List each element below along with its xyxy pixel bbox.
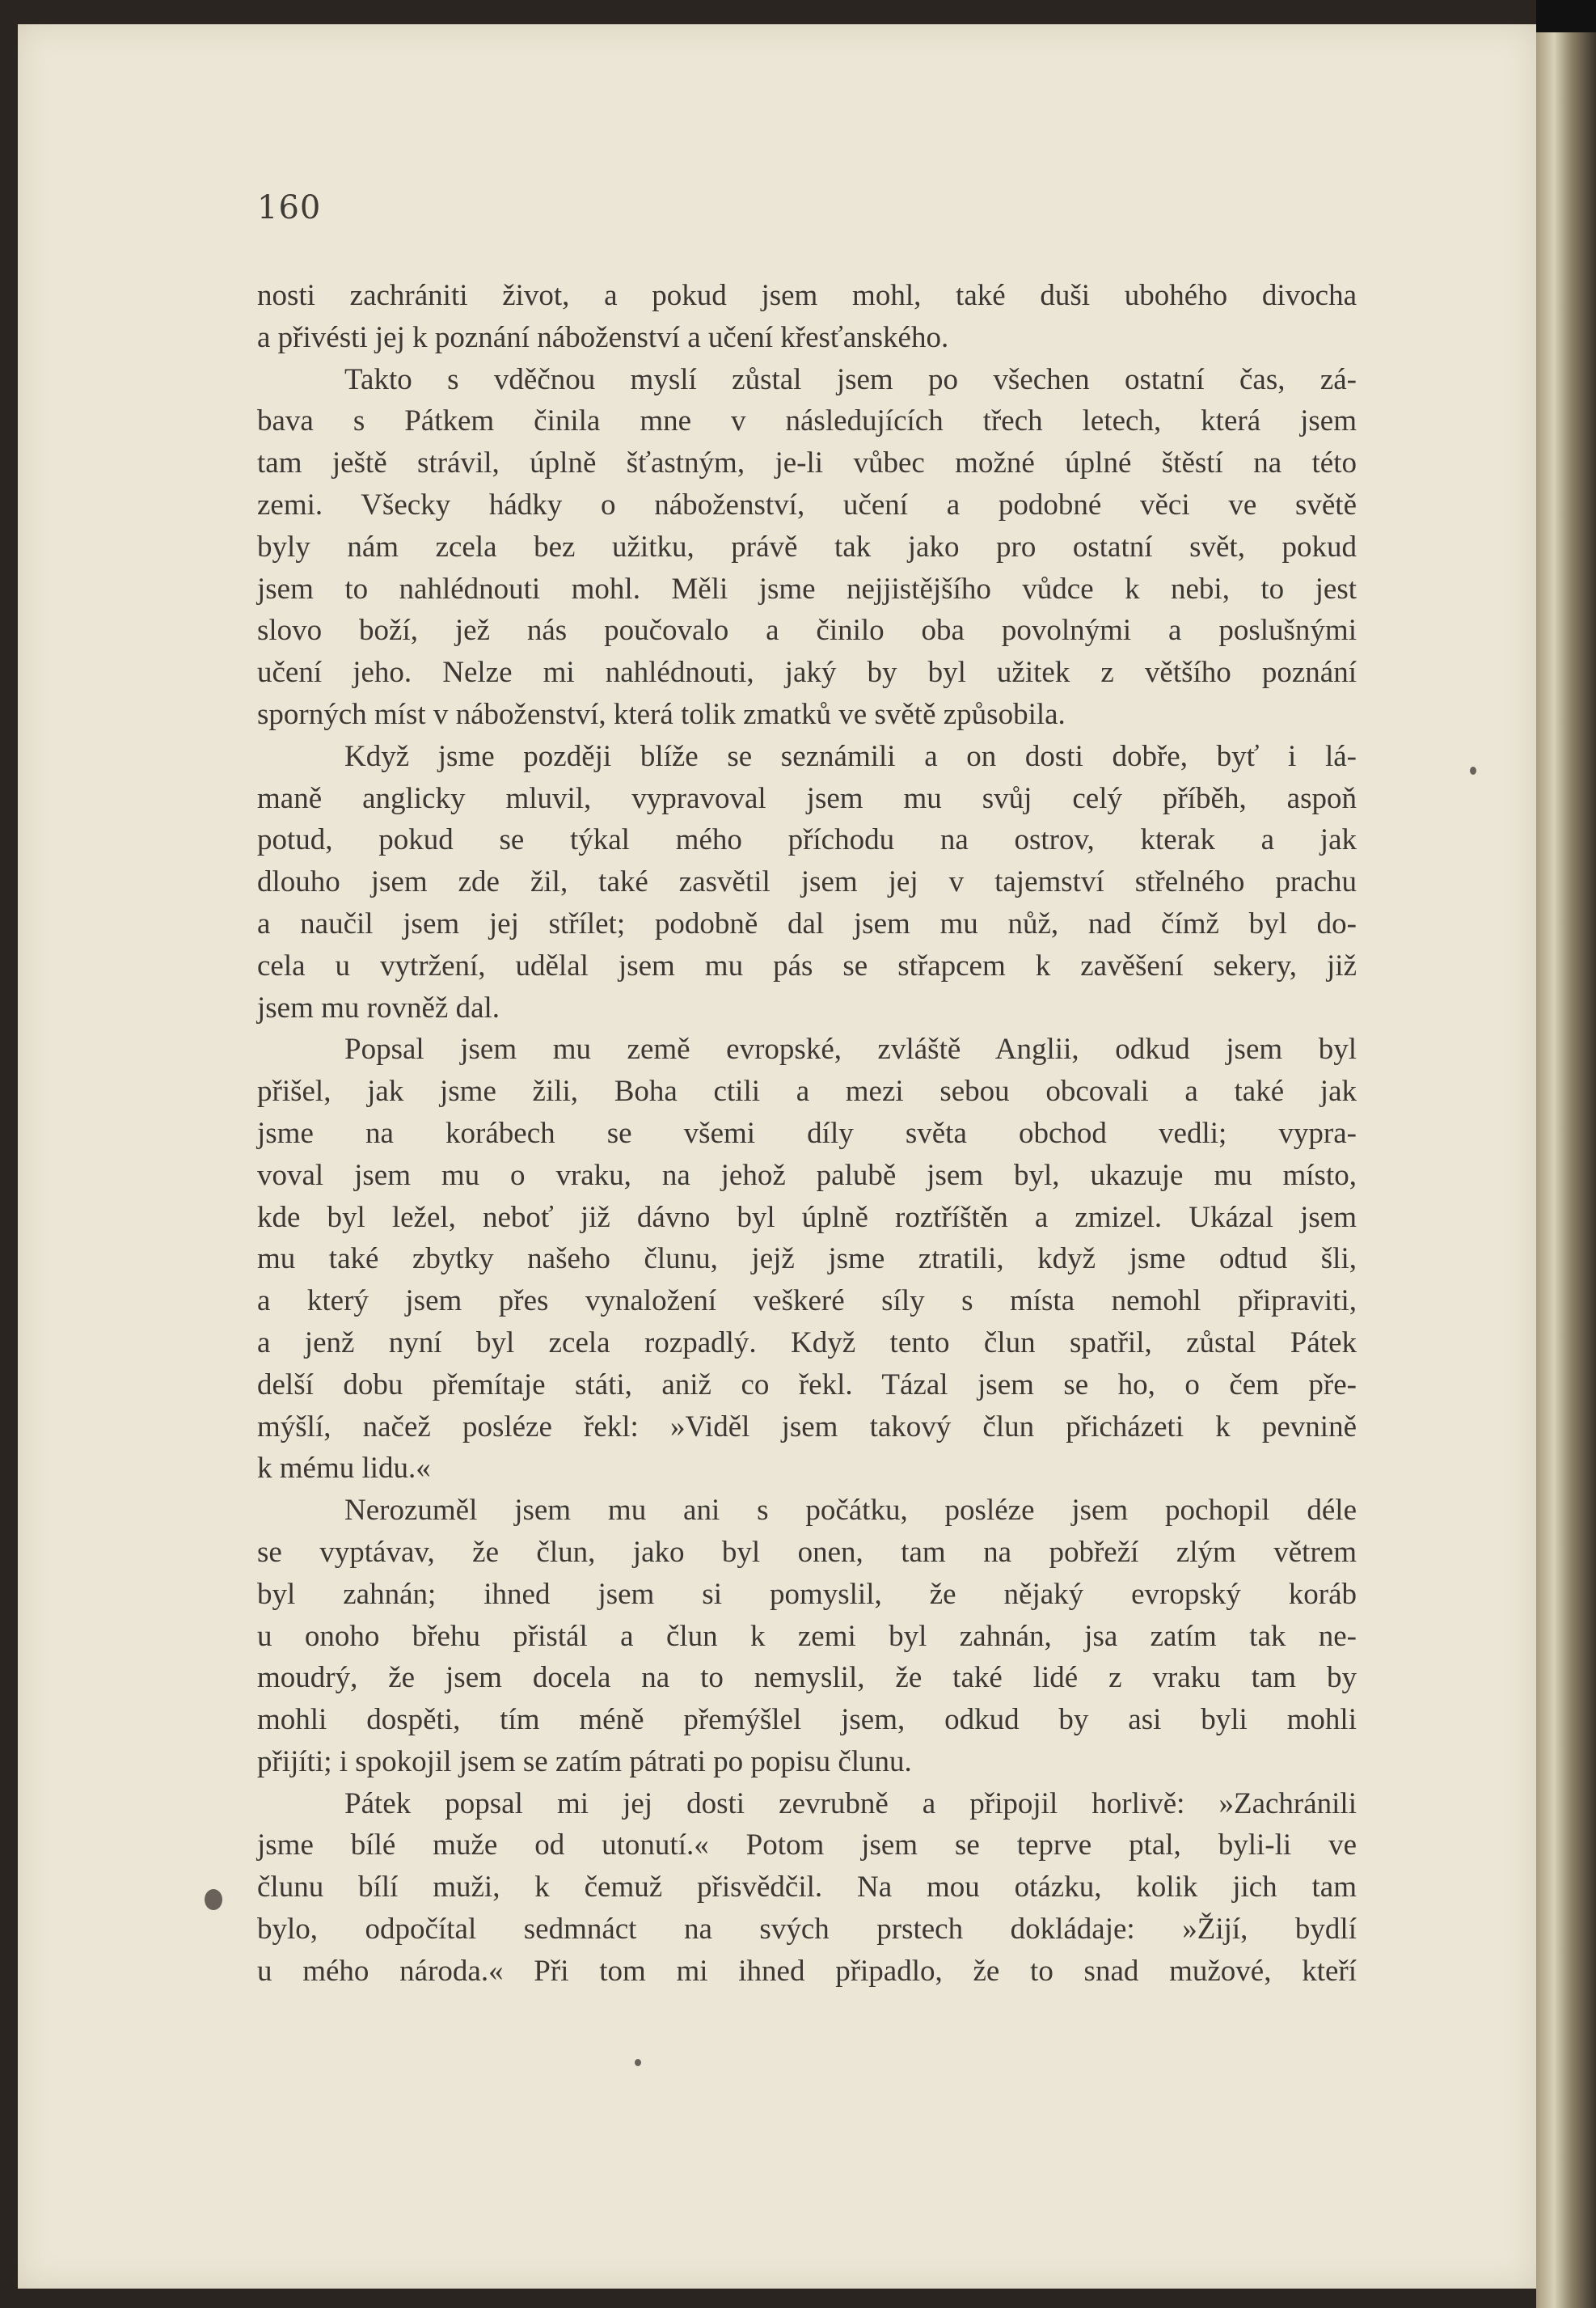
text-line: Nerozuměl jsem mu ani s počátku, posléze jsem pochopil déle xyxy=(344,1494,1357,1528)
text-line: kde byl ležel, neboť již dávno byl úplně roztříštěn a zmizel. Ukázal jsem xyxy=(257,1200,1357,1234)
text-line: Popsal jsem mu země evropské, zvláště Anglii, odkud jsem byl xyxy=(344,1033,1357,1067)
text-line: a který jsem přes vynaložení veškeré síly s místa nemohl připraviti, xyxy=(257,1284,1357,1318)
text-line: Takto s vděčnou myslí zůstal jsem po všechen ostatní čas, zá- xyxy=(344,362,1357,396)
text-line: mýšlí, načež posléze řekl: »Viděl jsem takový člun přicházeti k pevnině xyxy=(257,1410,1357,1444)
text-line: bava s Pátkem činila mne v následujících třech letech, která jsem xyxy=(257,404,1357,438)
text-line: jsem mu rovněž dal. xyxy=(257,991,500,1025)
text-line: Když jsme později blíže se seznámili a on dosti dobře, byť i lá- xyxy=(344,739,1357,773)
text-line: maně anglicky mluvil, vypravoval jsem mu svůj celý příběh, aspoň xyxy=(257,781,1357,815)
text-line: zemi. Všecky hádky o náboženství, učení a podobné věci ve světě xyxy=(257,488,1357,522)
text-line: slovo boží, jež nás poučovalo a činilo oba povolnými a poslušnými xyxy=(257,614,1357,648)
text-line: jsme bílé muže od utonutí.« Potom jsem se teprve ptal, byli-li ve xyxy=(257,1828,1357,1862)
text-line: voval jsem mu o vraku, na jehož palubě jsem byl, ukazuje mu místo, xyxy=(257,1158,1357,1192)
text-line: cela u vytržení, udělal jsem mu pás se střapcem k zavěšení sekery, již xyxy=(257,949,1357,983)
text-line: přijíti; i spokojil jsem se zatím pátrati po popisu člunu. xyxy=(257,1744,912,1778)
text-line: delší dobu přemítaje státi, aniž co řekl. Tázal jsem se ho, o čem pře- xyxy=(257,1367,1357,1401)
text-line: sporných míst v náboženství, která tolik zmatků ve světě způsobila. xyxy=(257,697,1066,731)
page-number: 160 xyxy=(257,189,322,226)
text-line: a naučil jsem jej střílet; podobně dal jsem mu nůž, nad čímž byl do- xyxy=(257,907,1357,941)
text-line: mu také zbytky našeho člunu, jejž jsme ztratili, když jsme odtud šli, xyxy=(257,1242,1357,1276)
body-text xyxy=(257,275,1357,1993)
ink-spot xyxy=(635,2059,641,2066)
text-line: Pátek popsal mi jej dosti zevrubně a připojil horlivě: »Zachránili xyxy=(344,1786,1357,1820)
ink-spot xyxy=(1470,767,1476,775)
text-line: člunu bílí muži, k čemuž přisvědčil. Na mou otázku, kolik jich tam xyxy=(257,1870,1357,1904)
text-line: mohli dospěti, tím méně přemýšlel jsem, odkud by asi byli mohli xyxy=(257,1703,1357,1737)
text-line: jsme na korábech se všemi díly světa obchod vedli; vypra- xyxy=(257,1116,1357,1150)
text-line: bylo, odpočítal sedmnáct na svých prstech dokládaje: »Žijí, bydlí xyxy=(257,1913,1357,1947)
book-binding-edge xyxy=(1536,0,1596,2308)
text-line: a jenž nyní byl zcela rozpadlý. Když tento člun spatřil, zůstal Pátek xyxy=(257,1325,1357,1359)
text-line: jsem to nahlédnouti mohl. Měli jsme nejjistějšího vůdce k nebi, to jest xyxy=(257,572,1357,606)
text-line: k mému lidu.« xyxy=(257,1452,431,1486)
text-line: učení jeho. Nelze mi nahlédnouti, jaký by byl užitek z většího poznání xyxy=(257,656,1357,690)
text-line: u onoho břehu přistál a člun k zemi byl zahnán, jsa zatím tak ne- xyxy=(257,1619,1357,1653)
text-line: byl zahnán; ihned jsem si pomyslil, že nějaký evropský koráb xyxy=(257,1577,1357,1611)
text-line: tam ještě strávil, úplně šťastným, je-li vůbec možné úplné štěstí na této xyxy=(257,446,1357,480)
ink-spot xyxy=(205,1889,222,1910)
text-line: potud, pokud se týkal mého příchodu na ostrov, kterak a jak xyxy=(257,823,1357,857)
text-line: se vyptávav, že člun, jako byl onen, tam na pobřeží zlým větrem xyxy=(257,1535,1357,1569)
text-line: u mého národa.« Při tom mi ihned připadlo, že to snad mužové, kteří xyxy=(257,1954,1357,1988)
text-line: dlouho jsem zde žil, také zasvětil jsem jej v tajemství střelného prachu xyxy=(257,865,1357,899)
text-line: přišel, jak jsme žili, Boha ctili a mezi sebou obcovali a také jak xyxy=(257,1075,1357,1109)
text-line: nosti zachrániti život, a pokud jsem mohl, také duši ubohého divocha xyxy=(257,279,1357,312)
text-line: byly nám zcela bez užitku, právě tak jako pro ostatní svět, pokud xyxy=(257,530,1357,564)
text-line: moudrý, že jsem docela na to nemyslil, že také lidé z vraku tam by xyxy=(257,1661,1357,1695)
text-line: a přivésti jej k poznání náboženství a učení křesťanského. xyxy=(257,320,949,354)
